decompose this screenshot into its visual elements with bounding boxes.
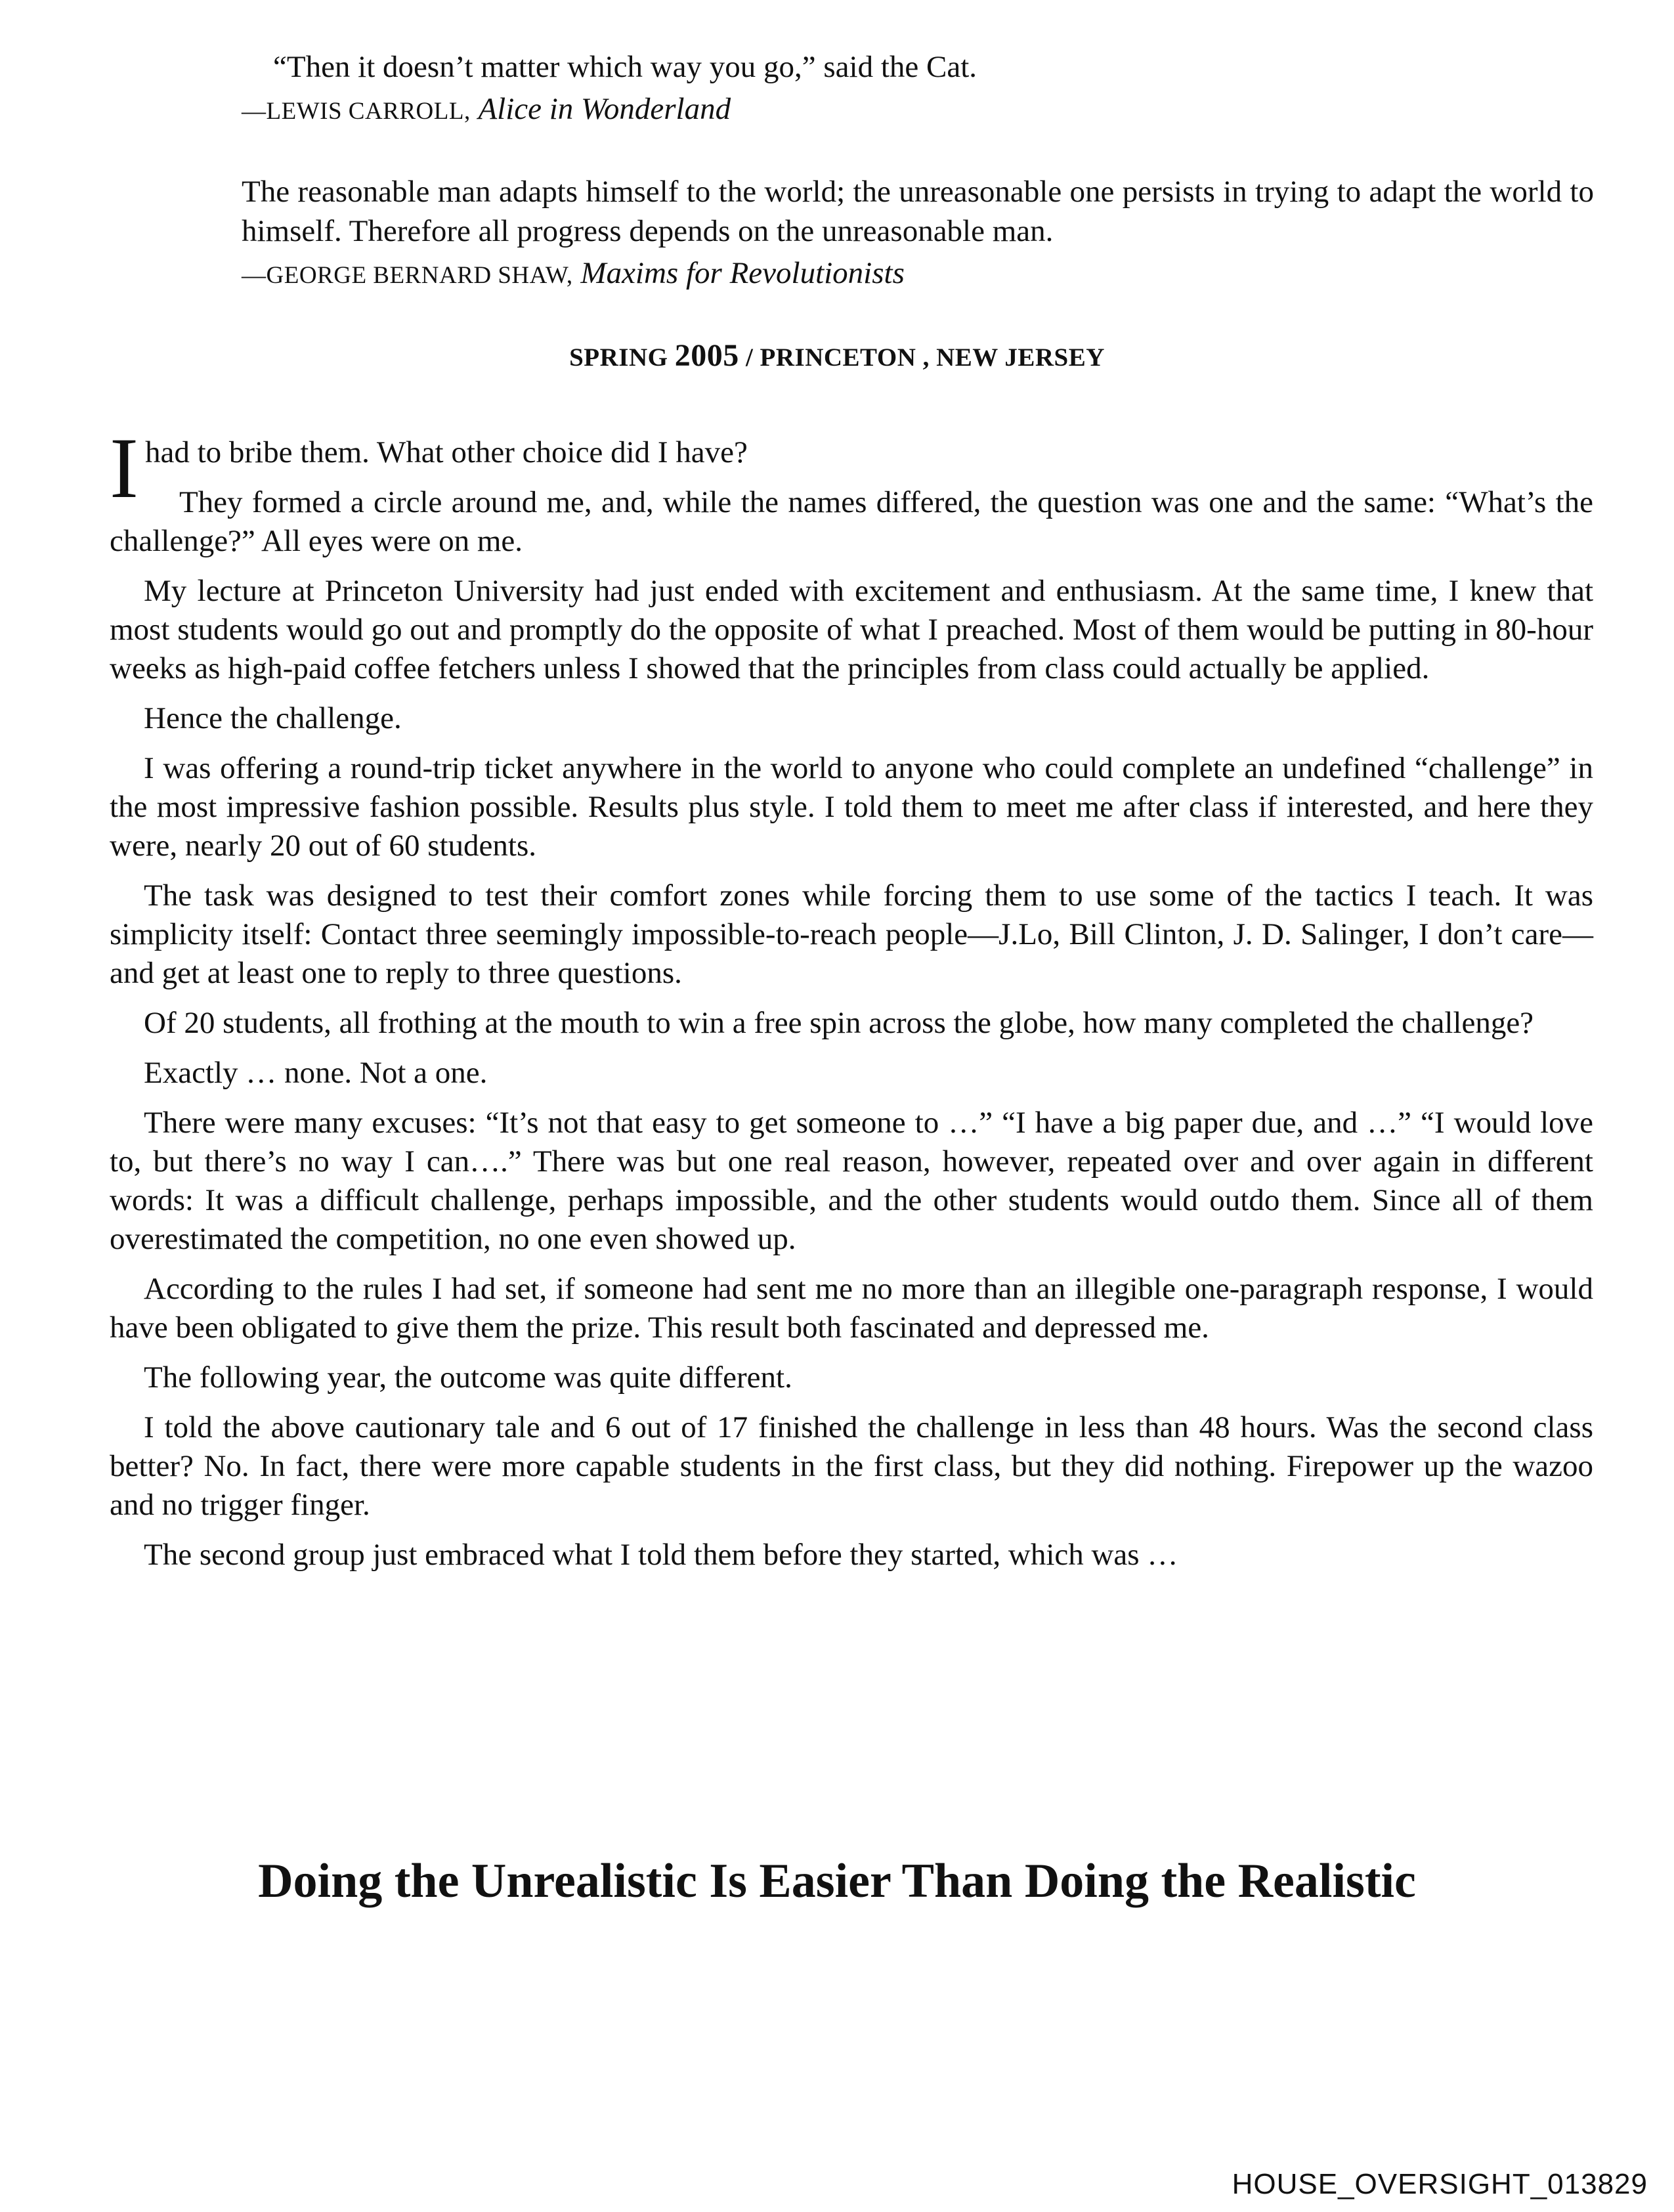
paragraph: The second group just embraced what I told them before they started, which was … <box>144 1538 1178 1572</box>
paragraph: I was offering a round-trip ticket anywhere in the world to anyone who could complete an undefined “challenge” in the most impressive fashion possible. Results plus style. I told them to meet me after class if interested, and here they were, nearly 20 out of 60 students. <box>110 751 1593 863</box>
epigraph-attribution <box>242 253 1594 295</box>
paragraph: I told the above cautionary tale and 6 out of 17 finished the challenge in less than 48 hours. Was the second class better? No. In fact, there were more capable students in the first class, but they did nothing. Firepower up the wazoo and no trigger finger. <box>110 1410 1593 1522</box>
epigraph-shaw <box>242 172 1594 295</box>
dateline <box>0 336 1674 378</box>
opening-text: had to bribe them. What other choice did I have? <box>144 435 748 469</box>
epigraph-author: —LEWIS CARROLL, <box>242 98 471 125</box>
opening-paragraph <box>110 420 1593 516</box>
section-heading: Doing the Unrealistic Is Easier Than Doing the Realistic <box>258 1854 1416 1908</box>
epigraph-work: Maxims for Revolutionists <box>580 256 905 290</box>
bates-number: HOUSE_OVERSIGHT_013829 <box>1232 2168 1648 2200</box>
epigraph-work: Alice in Wonderland <box>478 92 731 126</box>
epigraph-quote: The reasonable man adapts himself to the world; the unreasonable one persists in trying to adapt the world to himself. Therefore all progress depends on the unreasonable man. <box>242 175 1594 248</box>
paragraph: The following year, the outcome was quite different. <box>144 1360 792 1395</box>
dateline-year: 2005 <box>674 338 739 373</box>
drop-cap: I <box>110 420 139 516</box>
paragraph: Exactly … none. Not a one. <box>144 1056 488 1090</box>
paragraph: The task was designed to test their comfort zones while forcing them to use some of the tactics I teach. It was simplicity itself: Contact three seemingly impossible-to-reach people—J.Lo, Bill Clinton, J. D. Salinger, I don’t care—and get at least one to reply to three questions. <box>110 878 1593 990</box>
epigraph-quote: “Then it doesn’t matter which way you go,” said the Cat. <box>273 50 977 84</box>
paragraph: There were many excuses: “It’s not that easy to get someone to …” “I have a big paper due, and …” “I would love to, but there’s no way I can….” There was but one real reason, however, repeated over and over again in different words: It was a difficult challenge, perhaps impossible, and the other students would outdo them. Since all of them overestimated the competition, no one even showed up. <box>110 1106 1593 1256</box>
epigraph-author: —GEORGE BERNARD SHAW, <box>242 262 573 289</box>
body-text <box>110 420 1593 1586</box>
paragraph: My lecture at Princeton University had just ended with excitement and enthusiasm. At the same time, I knew that most students would go out and promptly do the opposite of what I preached. Most of them would be putting in 80-hour weeks as high-paid coffee fetchers unless I showed that the principles from class could actually be applied. <box>110 574 1593 685</box>
paragraph: Hence the challenge. <box>144 701 402 735</box>
dateline-place: / PRINCETON , NEW JERSEY <box>745 343 1105 372</box>
paragraph: Of 20 students, all frothing at the mouth to win a free spin across the globe, how many completed the challenge? <box>144 1006 1534 1040</box>
epigraph-carroll <box>242 47 1594 131</box>
paragraph: According to the rules I had set, if someone had sent me no more than an illegible one-paragraph response, I would have been obligated to give them the prize. This result both fascinated and depressed me. <box>110 1272 1593 1345</box>
epigraph-attribution <box>242 89 1594 131</box>
dateline-season: SPRING <box>569 343 668 372</box>
paragraph: They formed a circle around me, and, while the names differed, the question was one and the same: “What’s the challenge?” All eyes were on me. <box>110 485 1593 558</box>
